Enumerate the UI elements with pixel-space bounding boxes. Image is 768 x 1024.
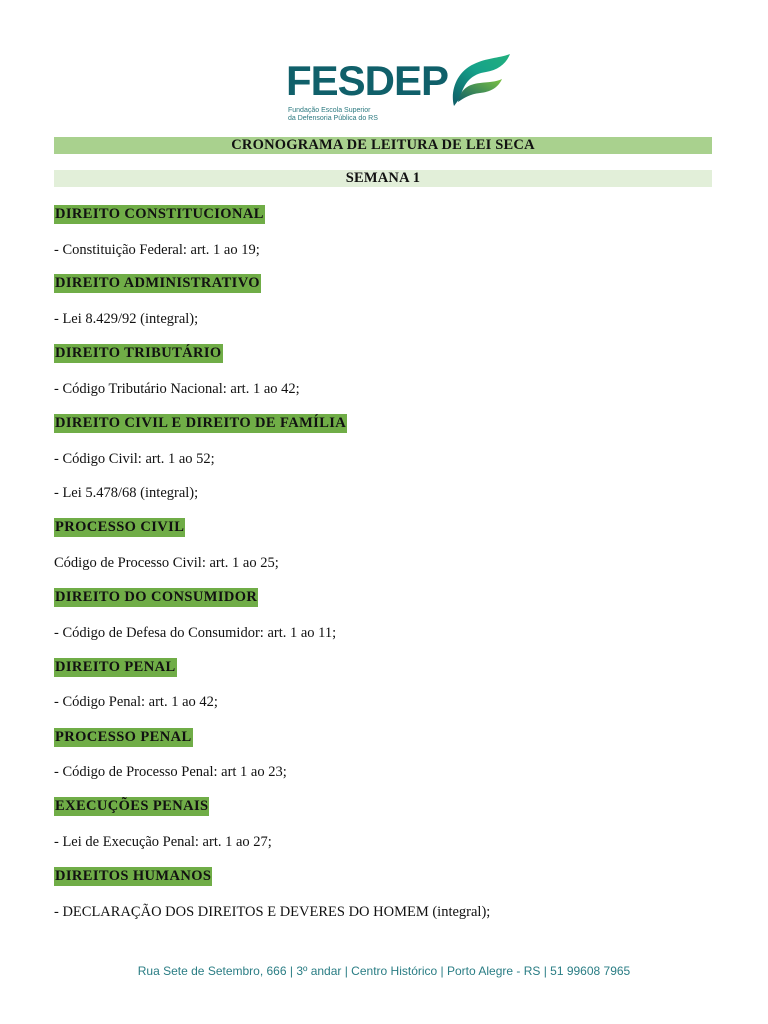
- reading-item: - Código Penal: art. 1 ao 42;: [54, 694, 218, 710]
- reading-item: Código de Processo Civil: art. 1 ao 25;: [54, 555, 279, 571]
- section-heading: DIREITO PENAL: [55, 659, 176, 675]
- reading-item: - Código Tributário Nacional: art. 1 ao 42;: [54, 381, 300, 397]
- section-heading: DIREITO CONSTITUCIONAL: [55, 206, 264, 222]
- logo-subtitle-line1: Fundação Escola Superior: [288, 107, 371, 114]
- document-title: CRONOGRAMA DE LEITURA DE LEI SECA: [54, 137, 712, 154]
- logo-f-mark-icon: [440, 52, 512, 110]
- week-label: SEMANA 1: [54, 170, 712, 187]
- reading-item: - Constituição Federal: art. 1 ao 19;: [54, 242, 260, 258]
- reading-item: - Lei de Execução Penal: art. 1 ao 27;: [54, 834, 272, 850]
- reading-item: - Lei 8.429/92 (integral);: [54, 311, 199, 327]
- fesdep-logo: [286, 52, 512, 130]
- section-heading: DIREITO CIVIL E DIREITO DE FAMÍLIA: [55, 415, 347, 431]
- section-heading: DIREITO DO CONSUMIDOR: [55, 589, 258, 605]
- section-heading: EXECUÇÕES PENAIS: [55, 798, 209, 814]
- logo-subtitle-line2: da Defensoria Pública do RS: [288, 115, 378, 122]
- section-heading: DIREITOS HUMANOS: [55, 868, 212, 884]
- reading-item: - Código de Defesa do Consumidor: art. 1 ao 11;: [54, 625, 337, 641]
- section-heading: PROCESSO CIVIL: [55, 519, 185, 535]
- reading-item: - Código de Processo Penal: art 1 ao 23;: [54, 764, 287, 780]
- reading-item: - Código Civil: art. 1 ao 52;: [54, 451, 215, 467]
- section-heading: DIREITO TRIBUTÁRIO: [55, 345, 222, 361]
- logo-subtitle: [288, 107, 378, 123]
- reading-item: - Lei 5.478/68 (integral);: [54, 485, 199, 501]
- logo-wordmark: FESDEP: [286, 57, 449, 104]
- section-heading: DIREITO ADMINISTRATIVO: [55, 275, 260, 291]
- reading-item: - DECLARAÇÃO DOS DIREITOS E DEVERES DO HOMEM (integral);: [54, 904, 491, 920]
- section-heading: PROCESSO PENAL: [55, 729, 192, 745]
- footer-address: Rua Sete de Setembro, 666 | 3º andar | Centro Histórico | Porto Alegre - RS | 51 99608 7965: [137, 964, 631, 978]
